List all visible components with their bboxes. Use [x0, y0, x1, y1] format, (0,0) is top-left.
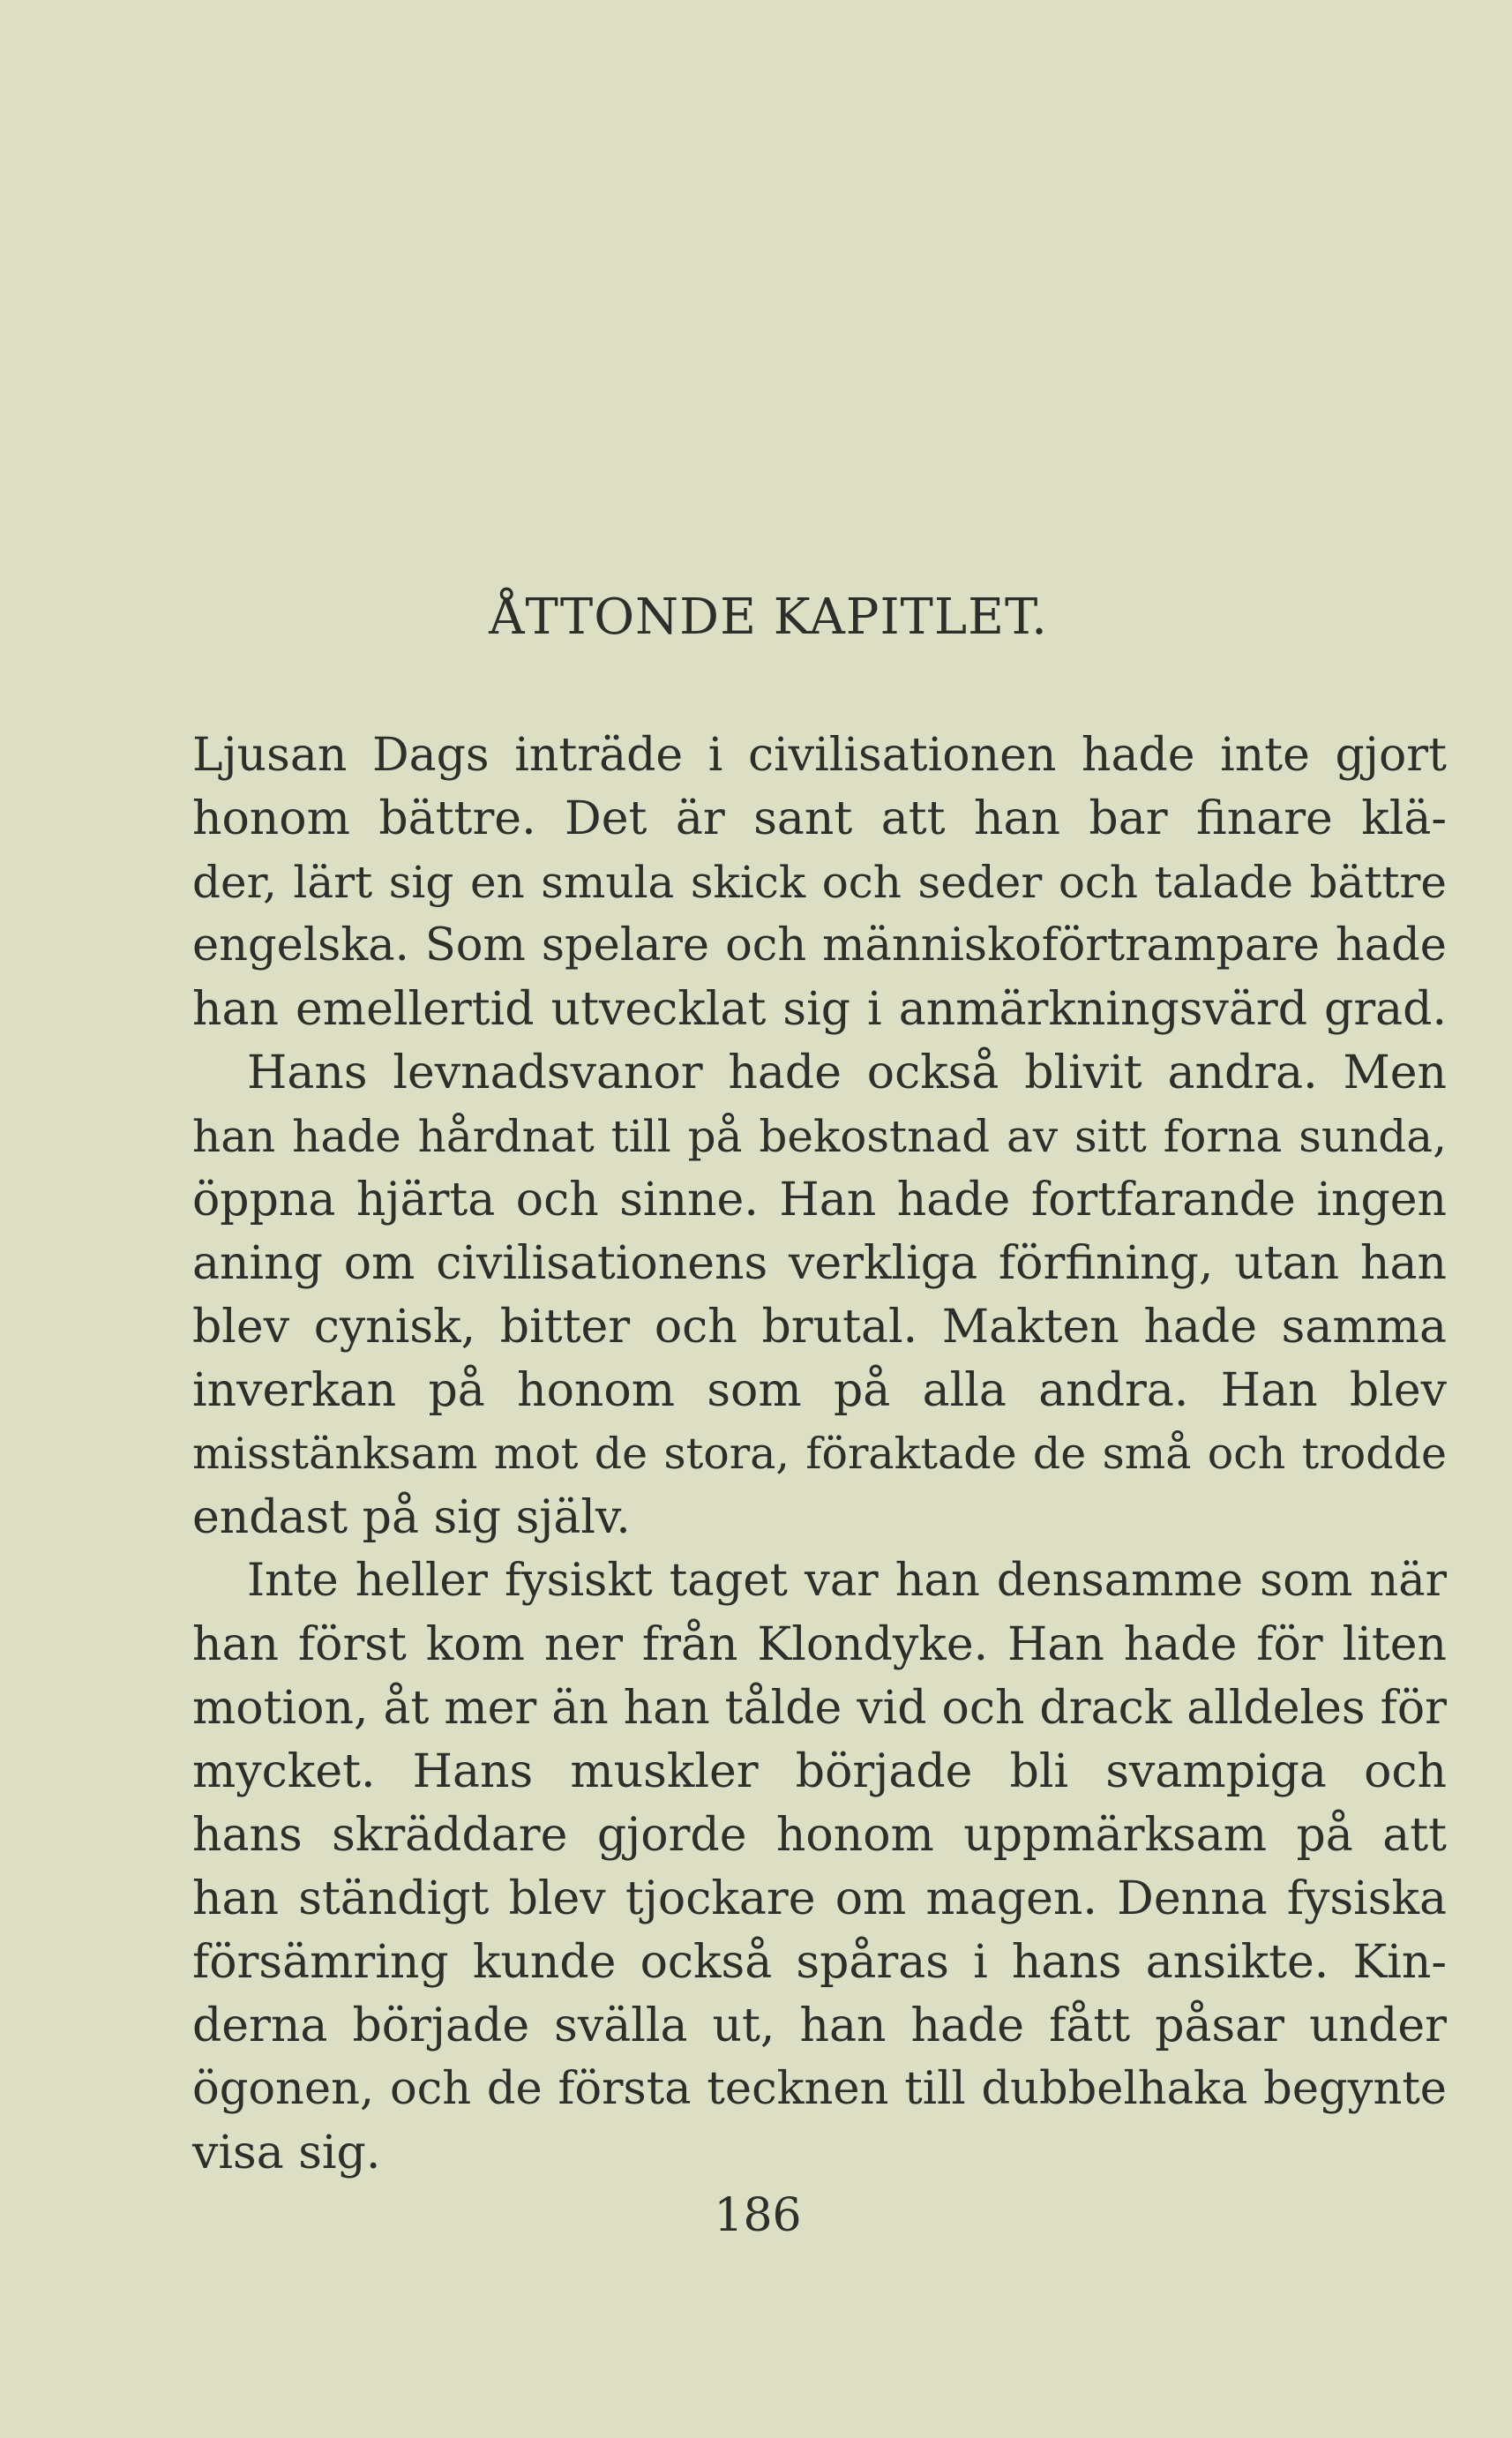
chapter-title: ÅTTONDE KAPITLET.: [489, 589, 1048, 646]
text-line: han först kom ner från Klondyke. Han hade för liten: [192, 1618, 1447, 1671]
text-line: han ständigt blev tjockare om magen. Denna fysiska: [192, 1872, 1447, 1925]
paragraph-1: [192, 724, 1447, 1549]
text-line: blev cynisk, bitter och brutal. Makten hade samma: [192, 1301, 1447, 1354]
body-text: [192, 724, 1447, 2185]
text-line: försämring kunde också spåras i hans ansikte. Kin-: [192, 1936, 1447, 1989]
text-line: öppna hjärta och sinne. Han hade fortfarande ingen: [192, 1174, 1447, 1227]
text-line: han hade hårdnat till på bekostnad av sitt forna sunda,: [192, 1111, 1447, 1162]
text-line: derna började svälla ut, han hade fått påsar under: [192, 1999, 1447, 2052]
text-line: motion, åt mer än han tålde vid och drack alldeles för: [192, 1682, 1447, 1735]
text-line: endast på sig själv.: [192, 1491, 631, 1544]
page-number: 186: [714, 2189, 802, 2242]
text-line: misstänksam mot de stora, föraktade de små och trodde: [192, 1429, 1447, 1479]
text-line: Inte heller fysiskt taget var han densamme som när: [247, 1555, 1447, 1607]
text-line: ögonen, och de första tecknen till dubbelhaka begynte: [192, 2063, 1447, 2115]
text-line: Hans levnadsvanor hade också blivit andra. Men: [247, 1046, 1447, 1099]
text-line: han emellertid utvecklat sig i anmärkningsvärd grad.: [192, 983, 1447, 1036]
text-line: honom bättre. Det är sant att han bar finare klä-: [192, 792, 1447, 845]
text-line: der, lärt sig en smula skick och seder och talade bättre: [192, 857, 1447, 908]
text-line: hans skräddare gjorde honom uppmärksam på att: [192, 1809, 1447, 1862]
text-line: visa sig.: [192, 2127, 381, 2179]
text-line: engelska. Som spelare och människoförtrampare hade: [192, 919, 1447, 971]
text-line: inverkan på honom som på alla andra. Han blev: [192, 1364, 1447, 1417]
text-line: Ljusan Dags inträde i civilisationen hade inte gjort: [192, 729, 1447, 782]
paragraph-2: [192, 1549, 1447, 2185]
text-line: mycket. Hans muskler började bli svampiga och: [192, 1745, 1447, 1798]
text-line: aning om civilisationens verkliga förfining, utan han: [192, 1237, 1447, 1290]
